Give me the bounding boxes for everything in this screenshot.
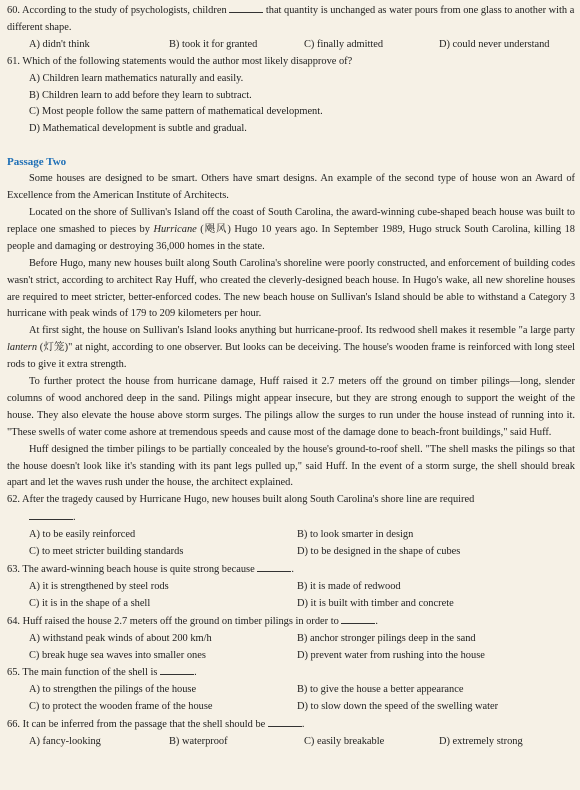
option-b[interactable]: B) anchor stronger pilings deep in the sand (297, 632, 476, 644)
italic-word: lantern (7, 342, 38, 354)
question-60-stem (7, 2, 575, 37)
option-d[interactable]: D) to slow down the speed of the swelling water (297, 701, 499, 713)
question-number: 64. (7, 615, 20, 627)
paragraph-6: Huff designed the timber pilings to be partially concealed by the house's ground-to-roof shell. "The shell masks the pilings so that the house doesn't look like it's standing with its pant legs pulled up," said Huff. In the event of a storm surge, the shell should break apart and let the waves rush under the house, the architect explained. (7, 443, 575, 489)
question-64 (7, 613, 575, 665)
paragraph-4 (7, 323, 575, 374)
option-c[interactable]: C) break huge sea waves into smaller ones (29, 649, 206, 661)
passage-title: Passage Two (7, 156, 67, 169)
option-d[interactable]: D) prevent water from rushing into the house (297, 649, 485, 661)
question-number: 63. (7, 564, 20, 575)
question-66-stem: 66. It can be inferred from the passage that the shell should be . (7, 716, 575, 734)
stem-text: The main function of the shell is (22, 667, 158, 679)
options-row-1 (7, 527, 575, 544)
question-66 (7, 716, 575, 751)
options-row-2 (7, 648, 575, 665)
option-a[interactable]: A) didn't think (29, 38, 90, 50)
option-d[interactable]: D) extremely strong (439, 736, 523, 748)
stem-text: The award-winning beach house is quite strong because (22, 564, 255, 575)
stem-text: It can be inferred from the passage that the shell should be (22, 719, 266, 731)
question-60-options (7, 37, 575, 54)
question-61-stem (7, 54, 575, 71)
blank-line: . (7, 509, 575, 527)
question-number: 61. (7, 55, 20, 67)
question-60 (7, 2, 575, 54)
options-row-2 (7, 596, 575, 613)
stem-part-b: that quantity is unchanged as water pours from one glass to another with a different shape. (7, 5, 575, 33)
answer-blank[interactable] (268, 716, 302, 727)
option-b[interactable]: B) it is made of redwood (297, 580, 401, 592)
question-65-stem: 65. The main function of the shell is . (7, 664, 575, 682)
answer-blank[interactable] (160, 664, 194, 675)
answer-blank[interactable] (341, 613, 375, 624)
stem-text: Huff raised the house 2.7 meters off the ground on timber pilings in order to (22, 615, 339, 627)
option-a[interactable]: A) Children learn mathematics naturally and easily. (29, 72, 244, 84)
options-row-1 (7, 682, 575, 699)
option-c[interactable]: C) to meet stricter building standards (29, 546, 184, 558)
option-d[interactable]: D) it is built with timber and concrete (297, 597, 454, 609)
question-61 (7, 54, 575, 139)
question-65 (7, 664, 575, 716)
question-number: 60. (7, 5, 20, 16)
question-62-stem (7, 492, 575, 509)
text-run: (飓风) Hugo 10 years ago. In September 1989, Hugo struck South Carolina, killing 18 people and damaging or destroying 36,000 homes in the state. (7, 223, 575, 252)
paragraph-3: Before Hugo, many new houses built along South Carolina's shoreline were poorly constructed, and enforcement of building codes wasn't strict, according to architect Ray Huff, who created the cleverly-designed beach house. In Hugo's wake, all new shoreline houses are required to meet stricter, better-enforced codes. The new beach house on Sullivan's Island should be able to withstand a Category 3 hurricane with peak winds of 179 to 209 kilometers per hour. (7, 257, 575, 320)
text-run: (灯笼)" at night, according to one observer. But looks can be deceiving. The house's wooden frame is reinforced with long steel rods to give it extra strength. (7, 342, 575, 371)
stem-part-a: According to the study of psychologists, children (22, 5, 227, 16)
option-b[interactable]: B) took it for granted (169, 38, 258, 50)
option-d[interactable]: D) Mathematical development is subtle and gradual. (29, 123, 247, 135)
passage-body (7, 171, 575, 492)
option-a[interactable]: A) fancy-looking (29, 736, 101, 748)
stem-text: Which of the following statements would the author most likely disapprove of? (22, 55, 353, 67)
option-d[interactable]: D) could never understand (439, 38, 550, 50)
option-a[interactable]: A) to be easily reinforced (29, 529, 136, 541)
paragraph-2 (7, 205, 575, 256)
option-c[interactable]: C) finally admitted (304, 38, 384, 50)
question-number: 65. (7, 667, 20, 679)
question-62 (7, 492, 575, 561)
option-c[interactable]: C) it is in the shape of a shell (29, 597, 151, 609)
option-c[interactable]: C) to protect the wooden frame of the house (29, 701, 213, 713)
question-66-options (7, 734, 575, 751)
exam-page (7, 0, 575, 751)
question-63-stem: 63. The award-winning beach house is quite strong because . (7, 561, 575, 579)
paragraph-1: Some houses are designed to be smart. Others have smart designs. An example of the second type of house won an Award of Excellence from the American Institute of Architects. (7, 173, 575, 202)
answer-blank[interactable] (29, 509, 73, 520)
options-row-1 (7, 579, 575, 596)
option-a[interactable]: A) it is strengthened by steel rods (29, 580, 169, 592)
paragraph-5: To further protect the house from hurricane damage, Huff raised it 2.7 meters off the ground on timber pilings—long, slender columns of wood anchored deep in the sand. Pilings might appear insecure, but they are strong enough to support the weight of the house. They also elevate the house above storm surges. The pilings allow the surges to run under the house instead of running into it. "These swells of water come ashore at tremendous speeds and cause most of the damage done to beach-front buildings," said Huff. (7, 376, 575, 438)
option-a[interactable]: A) withstand peak winds of about 200 km/h (29, 632, 212, 644)
option-b[interactable]: B) waterproof (169, 736, 228, 748)
question-64-stem: 64. Huff raised the house 2.7 meters off the ground on timber pilings in order to . (7, 613, 575, 631)
options-row-2 (7, 699, 575, 716)
question-number: 62. (7, 494, 20, 506)
answer-blank[interactable] (229, 2, 263, 13)
option-c[interactable]: C) Most people follow the same pattern of mathematical development. (29, 106, 323, 118)
question-63 (7, 561, 575, 613)
option-b[interactable]: B) to look smarter in design (297, 529, 414, 541)
question-number: 66. (7, 719, 20, 731)
options-row-2 (7, 544, 575, 561)
italic-word: Hurricane (153, 223, 197, 235)
option-c[interactable]: C) easily breakable (304, 736, 385, 748)
option-b[interactable]: B) to give the house a better appearance (297, 684, 464, 696)
text-run: Located on the shore of Sullivan's Island off the coast of South Carolina, the award-winning cube-shaped beach house was built to replace one smashed to pieces by (7, 206, 575, 235)
stem-text: After the tragedy caused by Hurricane Hugo, new houses built along South Carolina's shore line are required (22, 494, 475, 506)
option-d[interactable]: D) to be designed in the shape of cubes (297, 546, 461, 558)
option-b[interactable]: B) Children learn to add before they learn to subtract. (29, 89, 252, 101)
answer-blank[interactable] (257, 561, 291, 572)
text-run: At first sight, the house on Sullivan's Island looks anything but hurricane-proof. Its redwood shell makes it resemble "a large party (29, 325, 575, 337)
options-row-1 (7, 631, 575, 648)
option-a[interactable]: A) to strengthen the pilings of the house (29, 684, 197, 696)
